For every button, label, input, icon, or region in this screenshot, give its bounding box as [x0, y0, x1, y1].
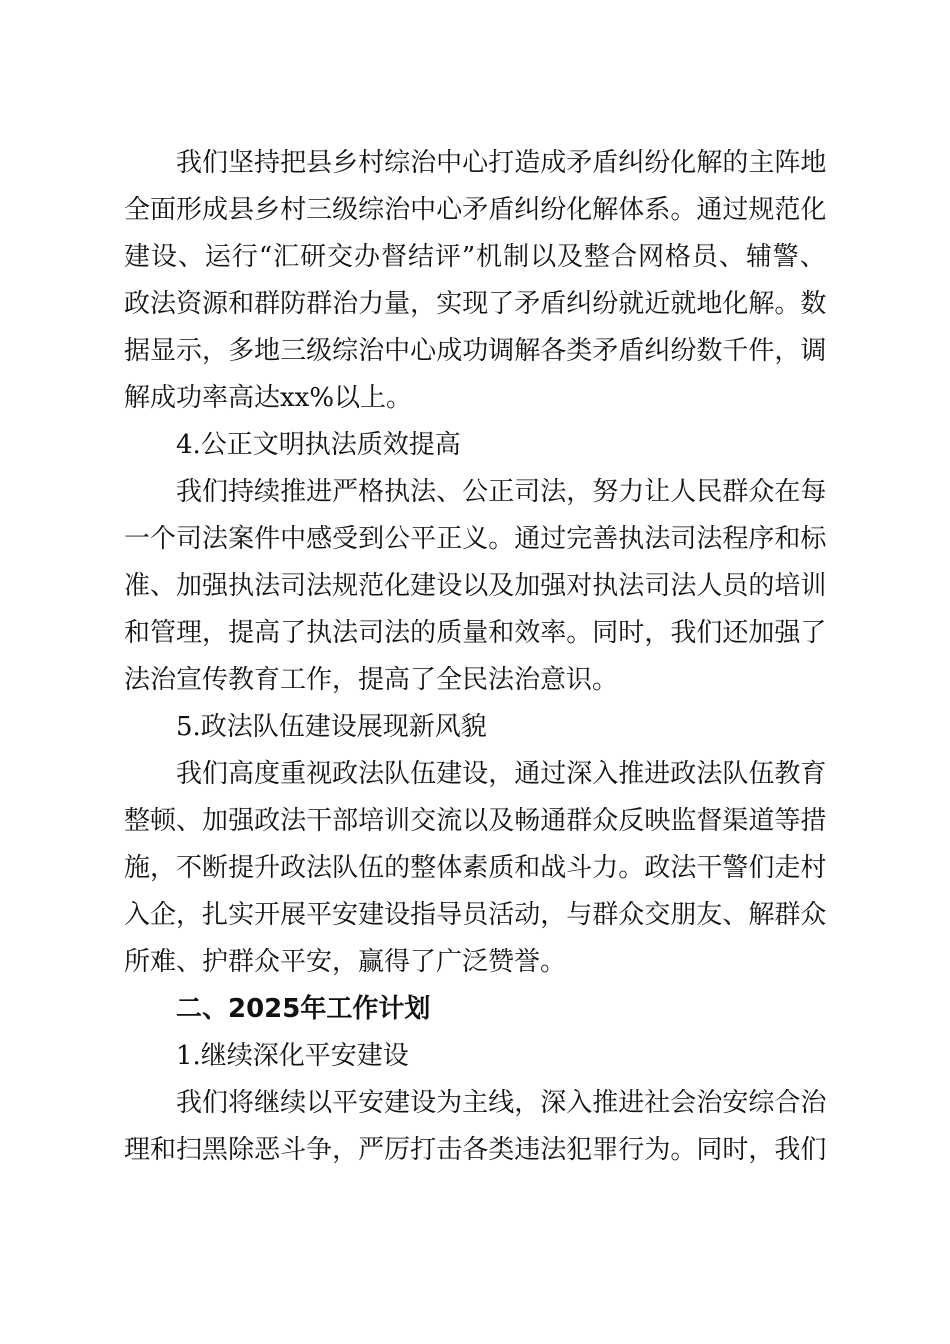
paragraph-line: 一 个 司 法 案 件 中 感 受 到 公 平 正 义 。 通 过 完 善 执 法 司 法 程 序 和 标 [124, 524, 826, 554]
paragraph-line: 理 和 扫 黑 除 恶 斗 争 ， 严 厉 打 击 各 类 违 法 犯 罪 行 为 。 同 时 ， 我 们 [124, 1135, 826, 1165]
section-heading: 二、2025年工作计划 [176, 994, 431, 1024]
section-subheading: 1.继续深化平安建设 [176, 1041, 409, 1071]
paragraph-line: 法治宣传教育工作，提高了全民法治意识。 [124, 665, 619, 695]
paragraph-line: 我 们 坚 持 把 县 乡 村 综 治 中 心 打 造 成 矛 盾 纠 纷 化 解 的 主 阵 地 [176, 148, 826, 178]
paragraph-line: 政 法 资 源 和 群 防 群 治 力 量 ， 实 现 了 矛 盾 纠 纷 就 近 就 地 化 解 。 数 [124, 289, 826, 319]
paragraph-line: 解成功率高达xx%以上。 [124, 383, 413, 413]
section-subheading: 5.政法队伍建设展现新风貌 [176, 712, 487, 742]
paragraph-line: 全 面 形 成 县 乡 村 三 级 综 治 中 心 矛 盾 纠 纷 化 解 体 系 。 通 过 规 范 化 [124, 195, 826, 225]
document-content [124, 140, 826, 1174]
paragraph-line: 所难、护群众平安，赢得了广泛赞誉。 [124, 947, 567, 977]
paragraph-line: 整 顿 、 加 强 政 法 干 部 培 训 交 流 以 及 畅 通 群 众 反 映 监 督 渠 道 等 措 [124, 806, 826, 836]
section-subheading: 4.公正文明执法质效提高 [176, 430, 461, 460]
paragraph-line: 据 显 示 ， 多 地 三 级 综 治 中 心 成 功 调 解 各 类 矛 盾 纠 纷 数 千 件 ， 调 [124, 336, 826, 366]
paragraph-line: 入 企 ， 扎 实 开 展 平 安 建 设 指 导 员 活 动 ， 与 群 众 交 朋 友 、 解 群 众 [124, 900, 826, 930]
paragraph-line: 和 管 理 ， 提 高 了 执 法 司 法 的 质 量 和 效 率 。 同 时 ， 我 们 还 加 强 了 [124, 618, 826, 648]
paragraph-line: 准 、 加 强 执 法 司 法 规 范 化 建 设 以 及 加 强 对 执 法 司 法 人 员 的 培 训 [124, 571, 826, 601]
paragraph-line: 我 们 持 续 推 进 严 格 执 法 、 公 正 司 法 ， 努 力 让 人 民 群 众 在 每 [176, 477, 826, 507]
paragraph-line: 施 ， 不 断 提 升 政 法 队 伍 的 整 体 素 质 和 战 斗 力 。 政 法 干 警 们 走 村 [124, 853, 826, 883]
paragraph-line: 我 们 高 度 重 视 政 法 队 伍 建 设 ， 通 过 深 入 推 进 政 法 队 伍 教 育 [176, 759, 826, 789]
paragraph-line: 建 设 、 运 行 “ 汇 研 交 办 督 结 评 ” 机 制 以 及 整 合 网 格 员 、 辅 警 、 [124, 242, 826, 272]
paragraph-line: 我 们 将 继 续 以 平 安 建 设 为 主 线 ， 深 入 推 进 社 会 治 安 综 合 治 [176, 1088, 826, 1118]
